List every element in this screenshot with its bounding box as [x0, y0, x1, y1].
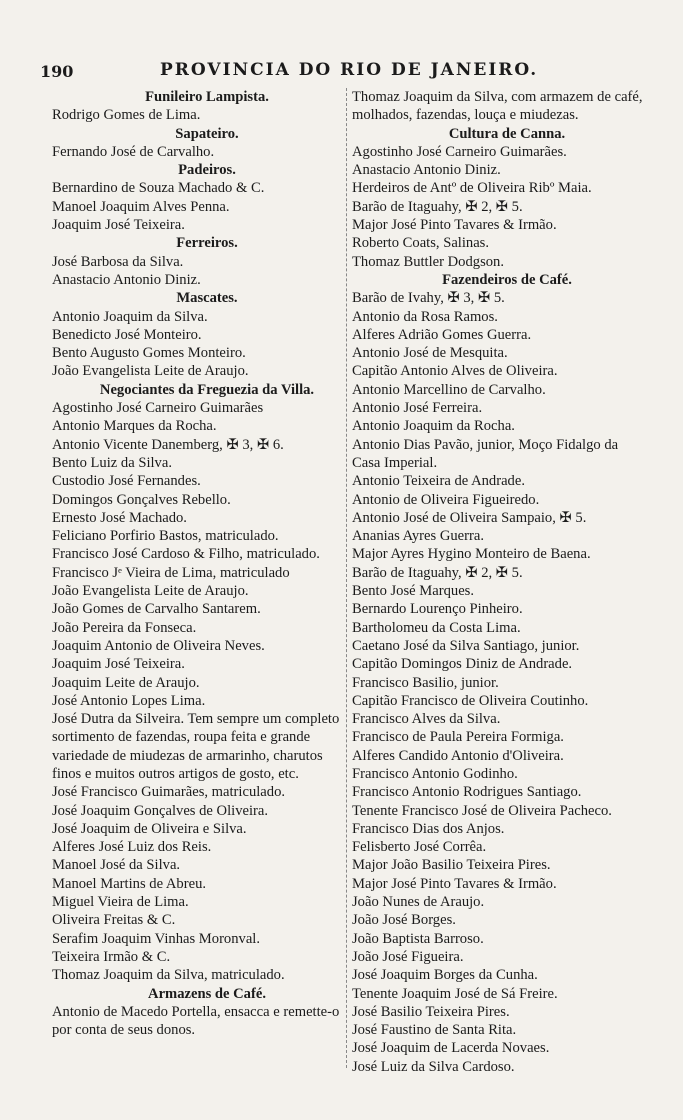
- directory-entry: José Joaquim Gonçalves de Oliveira.: [52, 802, 269, 819]
- directory-entry: Francisco Dias dos Anjos.: [352, 820, 505, 837]
- section-heading: Fazendeiros de Café.: [442, 271, 572, 288]
- directory-entry: Alferes Candido Antonio d'Oliveira.: [352, 747, 564, 764]
- directory-entry: Manoel Joaquim Alves Penna.: [52, 198, 230, 215]
- directory-entry: José Barbosa da Silva.: [52, 253, 184, 270]
- directory-entry: Joaquim Leite de Araujo.: [52, 674, 200, 691]
- directory-entry: Manoel Martins de Abreu.: [52, 875, 207, 892]
- directory-entry: Francisco Antonio Godinho.: [352, 765, 518, 782]
- directory-entry: Bento Augusto Gomes Monteiro.: [52, 345, 246, 362]
- directory-entry: Francisco Jᵉ Vieira de Lima, matriculado: [52, 564, 290, 581]
- section-heading: Cultura de Canna.: [448, 125, 566, 142]
- directory-entry: Felisberto José Corrêa.: [352, 839, 487, 856]
- directory-entry: Custodio José Fernandes.: [52, 473, 201, 490]
- directory-entry: Tenente Francisco José de Oliveira Pacheco.: [352, 802, 612, 819]
- directory-entry: Antonio de Oliveira Figueiredo.: [352, 491, 540, 508]
- directory-entry: José Joaquim de Lacerda Novaes.: [352, 1040, 550, 1057]
- directory-entry: Bernardino de Souza Machado & C.: [52, 180, 265, 197]
- directory-entry: Tenente Joaquim José de Sá Freire.: [352, 985, 558, 1002]
- directory-entry: Antonio Marques da Rocha.: [52, 418, 217, 435]
- column-divider: [346, 88, 347, 1068]
- directory-entry: Serafim Joaquim Vinhas Moronval.: [52, 930, 261, 947]
- directory-entry: Antonio de Macedo Portella, ensacca e remette-o por conta de seus donos.: [52, 1003, 340, 1039]
- directory-entry: Miguel Vieira de Lima.: [52, 894, 189, 911]
- directory-entry: Oliveira Freitas & C.: [52, 912, 176, 929]
- directory-entry: Fernando José de Carvalho.: [52, 143, 215, 160]
- directory-entry: José Luiz da Silva Cardoso.: [352, 1058, 515, 1075]
- directory-entry: Teixeira Irmão & C.: [52, 948, 171, 965]
- left-column: [52, 88, 344, 1039]
- directory-entry: Francisco Alves da Silva.: [352, 711, 501, 728]
- section-heading: Negociantes da Freguezia da Villa.: [99, 381, 315, 398]
- directory-entry: José Dutra da Silveira. Tem sempre um completo sortimento de fazendas, roupa feita e grande variedade de miudezas de armarinho, charutos finos e muitos outros artigos de gosto, etc.: [52, 711, 340, 782]
- directory-entry: Ananias Ayres Guerra.: [352, 528, 484, 545]
- directory-entry: Major José Pinto Tavares & Irmão.: [352, 217, 557, 234]
- directory-entry: Bento José Marques.: [352, 583, 475, 600]
- directory-entry: Major José Pinto Tavares & Irmão.: [352, 875, 557, 892]
- directory-entry: João Nunes de Araujo.: [352, 894, 485, 911]
- directory-entry: João José Borges.: [352, 912, 456, 929]
- directory-entry: José Antonio Lopes Lima.: [52, 692, 206, 709]
- directory-entry: Bento Luiz da Silva.: [52, 454, 172, 471]
- directory-entry: João José Figueira.: [352, 948, 464, 965]
- directory-entry: Alferes Adrião Gomes Guerra.: [352, 326, 532, 343]
- directory-entry: Roberto Coats, Salinas.: [352, 235, 490, 252]
- directory-entry: Antonio da Rosa Ramos.: [352, 308, 498, 325]
- directory-entry: Thomaz Joaquim da Silva, matriculado.: [52, 967, 285, 984]
- directory-entry: Barão de Itaguahy, ✠ 2, ✠ 5.: [352, 198, 523, 215]
- directory-entry: Antonio Dias Pavão, junior, Moço Fidalgo da Casa Imperial.: [352, 436, 619, 471]
- directory-entry: Antonio Joaquim da Rocha.: [352, 418, 515, 435]
- directory-entry: Manoel José da Silva.: [52, 857, 181, 874]
- directory-entry: Capitão Francisco de Oliveira Coutinho.: [352, 692, 589, 709]
- directory-entry: João Pereira da Fonseca.: [52, 619, 197, 636]
- directory-entry: Antonio Joaquim da Silva.: [52, 308, 208, 325]
- directory-entry: Antonio Marcellino de Carvalho.: [352, 381, 546, 398]
- section-heading: Armazens de Café.: [148, 985, 266, 1002]
- directory-entry: Antonio José Ferreira.: [352, 400, 483, 417]
- section-heading: Ferreiros.: [176, 235, 238, 252]
- directory-entry: Agostinho José Carneiro Guimarães: [52, 400, 264, 417]
- directory-entry: Bartholomeu da Costa Lima.: [352, 619, 521, 636]
- directory-entry: João Evangelista Leite de Araujo.: [52, 583, 249, 600]
- directory-entry: Barão de Ivahy, ✠ 3, ✠ 5.: [352, 290, 505, 307]
- directory-entry: Joaquim Antonio de Oliveira Neves.: [52, 637, 265, 654]
- section-heading: Funileiro Lampista.: [145, 89, 269, 105]
- directory-entry: Rodrigo Gomes de Lima.: [52, 107, 201, 124]
- directory-entry: Thomaz Joaquim da Silva, com armazem de café, molhados, fazendas, louça e miudezas.: [352, 89, 643, 124]
- directory-entry: Feliciano Porfirio Bastos, matriculado.: [52, 528, 279, 545]
- directory-entry: Agostinho José Carneiro Guimarães.: [352, 143, 567, 160]
- directory-entry: Barão de Itaguahy, ✠ 2, ✠ 5.: [352, 564, 523, 581]
- directory-entry: Antonio Teixeira de Andrade.: [352, 473, 525, 490]
- directory-entry: Joaquim José Teixeira.: [52, 656, 185, 673]
- directory-entry: Capitão Antonio Alves de Oliveira.: [352, 363, 558, 380]
- directory-entry: Antonio Vicente Danemberg, ✠ 3, ✠ 6.: [52, 436, 284, 453]
- directory-entry: Joaquim José Teixeira.: [52, 217, 185, 234]
- directory-entry: José Joaquim Borges da Cunha.: [352, 967, 538, 984]
- directory-entry: Antonio José de Mesquita.: [352, 345, 508, 362]
- section-heading: Sapateiro.: [175, 125, 239, 142]
- directory-entry: João Baptista Barroso.: [352, 930, 484, 947]
- directory-entry: José Basilio Teixeira Pires.: [352, 1003, 510, 1020]
- directory-entry: Alferes José Luiz dos Reis.: [52, 839, 212, 856]
- section-heading: Mascates.: [176, 290, 238, 307]
- directory-entry: Capitão Domingos Diniz de Andrade.: [352, 656, 573, 673]
- page-title: PROVINCIA DO RIO DE JANEIRO.: [160, 60, 539, 80]
- page-number: 190: [40, 62, 74, 81]
- directory-entry: Herdeiros de Antº de Oliveira Ribº Maia.: [352, 180, 592, 197]
- directory-entry: Thomaz Buttler Dodgson.: [352, 253, 504, 270]
- directory-entry: Benedicto José Monteiro.: [52, 326, 202, 343]
- directory-entry: João Gomes de Carvalho Santarem.: [52, 601, 261, 618]
- directory-entry: Major Ayres Hygino Monteiro de Baena.: [352, 546, 591, 563]
- directory-entry: Ernesto José Machado.: [52, 509, 187, 526]
- directory-entry: Antonio José de Oliveira Sampaio, ✠ 5.: [352, 509, 587, 526]
- directory-entry: Caetano José da Silva Santiago, junior.: [352, 637, 580, 654]
- directory-entry: Anastacio Antonio Diniz.: [52, 271, 201, 288]
- directory-entry: Francisco José Cardoso & Filho, matriculado.: [52, 546, 320, 563]
- directory-entry: José Francisco Guimarães, matriculado.: [52, 784, 286, 801]
- directory-entry: Domingos Gonçalves Rebello.: [52, 491, 231, 508]
- right-column: [352, 88, 644, 1076]
- directory-entry: Anastacio Antonio Diniz.: [352, 162, 501, 179]
- directory-entry: Francisco Basilio, junior.: [352, 674, 499, 691]
- directory-entry: João Evangelista Leite de Araujo.: [52, 363, 249, 380]
- section-heading: Padeiros.: [178, 162, 236, 179]
- directory-entry: José Joaquim de Oliveira e Silva.: [52, 820, 247, 837]
- directory-entry: Bernardo Lourenço Pinheiro.: [352, 601, 523, 618]
- directory-entry: Francisco Antonio Rodrigues Santiago.: [352, 784, 582, 801]
- directory-entry: Francisco de Paula Pereira Formiga.: [352, 729, 564, 746]
- directory-entry: José Faustino de Santa Rita.: [352, 1022, 517, 1039]
- directory-entry: Major João Basilio Teixeira Pires.: [352, 857, 551, 874]
